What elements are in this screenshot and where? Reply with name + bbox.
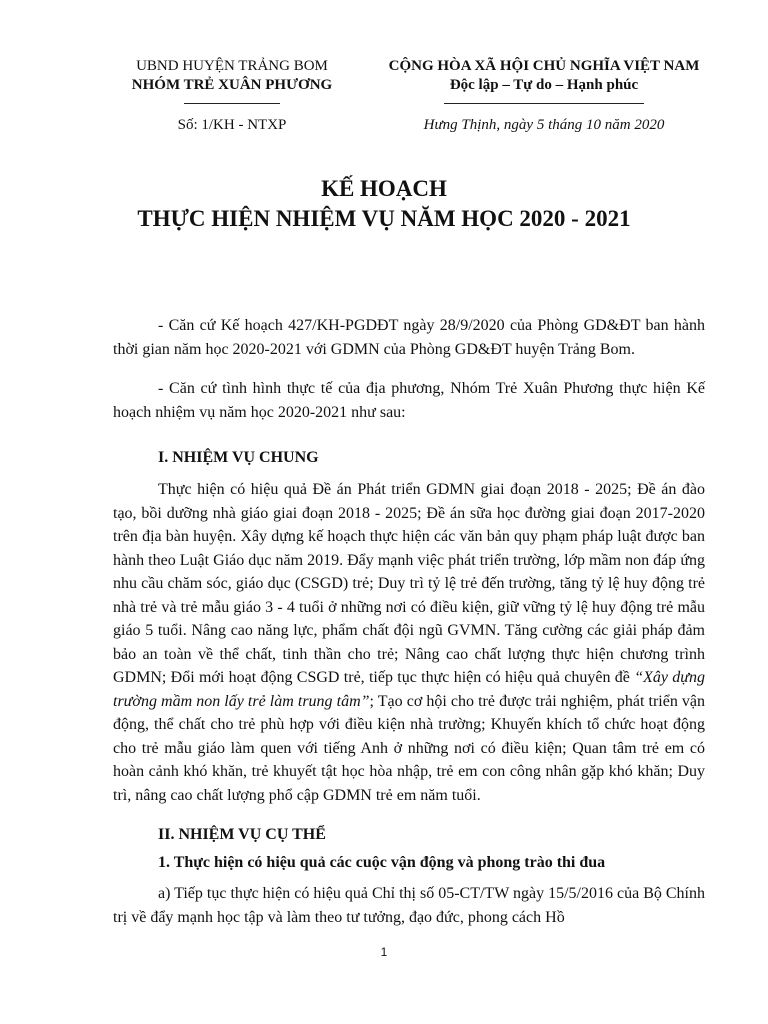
motto-divider	[444, 103, 644, 104]
issuing-organization-block	[110, 57, 354, 135]
subsection-1-heading: 1. Thực hiện có hiệu quả các cuộc vận động và phong trào thi đua	[158, 854, 606, 871]
org-divider	[184, 103, 280, 104]
page-number: 1	[380, 945, 388, 959]
document-subtitle: THỰC HIỆN NHIỆM VỤ NĂM HỌC 2020 - 2021	[137, 206, 631, 231]
section-1-text-italic: “Xây dựng trường mầm non lấy trẻ làm trung tâm”	[113, 669, 706, 710]
document-title: KẾ HOẠCH	[321, 176, 447, 201]
section-1-body	[113, 478, 705, 807]
basis-paragraph-2: - Căn cứ tình hình thực tế của địa phương, Nhóm Trẻ Xuân Phương thực hiện Kế hoạch nhiệm vụ năm học 2020-2021 như sau:	[113, 380, 705, 421]
nation-line-2: Độc lập – Tự do – Hạnh phúc	[449, 77, 639, 93]
nation-line-1: CỘNG HÒA XÃ HỘI CHỦ NGHĨA VIỆT NAM	[388, 58, 700, 74]
section-1-heading: I. NHIỆM VỤ CHUNG	[158, 449, 319, 466]
section-2-heading: II. NHIỆM VỤ CỤ THỂ	[158, 826, 326, 843]
org-line-1: UBND HUYỆN TRẢNG BOM	[136, 58, 328, 74]
section-1-text-b: ; Tạo cơ hội cho trẻ được trải nghiệm, phát triển vận động, thể chất cho trẻ phù hợp với điều kiện nhà trường; Khuyến khích tổ chức hoạt động cho trẻ mẫu giáo làm quen với tiếng Anh ở những nơi có điều kiện; Quan tâm trẻ em có hoàn cảnh khó khăn, trẻ khuyết tật học hòa nhập, trẻ em con công nhân gặp khó khăn; Duy trì, nâng cao chất lượng phổ cập GDMN trẻ em năm tuổi.	[113, 692, 706, 804]
document-reference: Số: 1/KH - NTXP	[177, 117, 287, 133]
org-line-2: NHÓM TRẺ XUÂN PHƯƠNG	[131, 77, 333, 93]
national-motto-block	[368, 57, 720, 135]
basis-paragraph-1: - Căn cứ Kế hoạch 427/KH-PGDĐT ngày 28/9/2020 của Phòng GD&ĐT ban hành thời gian năm học 2020-2021 với GDMN của Phòng GD&ĐT huyện Trảng Bom.	[113, 317, 705, 358]
section-1-text-a: Thực hiện có hiệu quả Đề án Phát triển GDMN giai đoạn 2018 - 2025; Đề án đào tạo, bồi dưỡng nhà giáo giai đoạn 2018 - 2025; Đề án sữa học đường giai đoạn 2017-2020 trên địa bàn huyện. Xây dựng kế hoạch thực hiện các văn bản quy phạm pháp luật được ban hành theo Luật Giáo dục năm 2019. Đẩy mạnh việc phát triển trường, lớp mầm non đáp ứng nhu cầu chăm sóc, giáo dục (CSGD) trẻ; Duy trì tỷ lệ trẻ đến trường, tăng tỷ lệ huy động trẻ nhà trẻ và trẻ mẫu giáo 3 - 4 tuổi ở những nơi có điều kiện, giữ vững tỷ lệ huy động trẻ mẫu giáo 5 tuổi. Nâng cao năng lực, phẩm chất đội ngũ GVMN. Tăng cường các giải pháp đảm bảo an toàn về thể chất, tinh thần cho trẻ; Nâng cao chất lượng thực hiện chương trình GDMN; Đổi mới hoạt động CSGD trẻ, tiếp tục thực hiện có hiệu quả chuyên đề	[113, 481, 705, 686]
section-2-paragraph-a: a) Tiếp tục thực hiện có hiệu quả Chỉ thị số 05-CT/TW ngày 15/5/2016 của Bộ Chính trị về đẩy mạnh học tập và làm theo tư tưởng, đạo đức, phong cách Hồ	[113, 885, 705, 926]
place-date: Hưng Thịnh, ngày 5 tháng 10 năm 2020	[423, 117, 665, 133]
